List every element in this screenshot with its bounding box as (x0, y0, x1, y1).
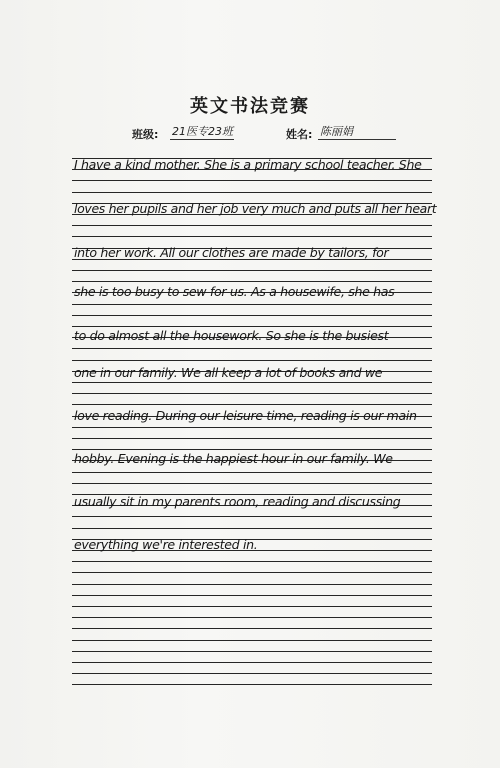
essay-line: everything we're interested in. (74, 537, 258, 552)
ruled-line (72, 348, 432, 349)
class-field: 21医专23班 (172, 125, 233, 138)
essay-line: she is too busy to sew for us. As a housewife, she has (74, 284, 395, 299)
ruled-line (72, 572, 432, 573)
ruled-line (72, 236, 432, 237)
ruled-line (72, 382, 432, 383)
class-label: 班级: (132, 128, 159, 141)
ruled-line (72, 270, 432, 271)
essay-line: loves her pupils and her job very much and puts all her heart (74, 201, 437, 216)
ruled-line (72, 673, 432, 674)
ruled-line (72, 472, 432, 473)
ruled-line (72, 528, 432, 529)
ruled-line (72, 617, 432, 618)
ruled-line (72, 651, 432, 652)
essay-line: one in our family. We all keep a lot of books and we (74, 365, 383, 380)
ruled-line (72, 180, 432, 181)
ruled-line (72, 438, 432, 439)
ruled-line (72, 192, 432, 193)
ruled-line (72, 628, 432, 629)
ruled-line (72, 326, 432, 327)
ruled-line (72, 225, 432, 226)
name-label: 姓名: (286, 128, 313, 141)
ruled-line (72, 595, 432, 596)
ruled-line (72, 606, 432, 607)
ruled-line (72, 516, 432, 517)
ruled-line (72, 360, 432, 361)
ruled-line (72, 281, 432, 282)
ruled-line (72, 427, 432, 428)
student-info-row (0, 124, 500, 142)
ruled-line (72, 483, 432, 484)
essay-line: usually sit in my parents room, reading and discussing (74, 494, 401, 509)
ruled-line (72, 561, 432, 562)
essay-line: love reading. During our leisure time, reading is our main (74, 408, 417, 423)
ruled-line (72, 393, 432, 394)
ruled-line (72, 404, 432, 405)
ruled-line (72, 584, 432, 585)
name-field: 陈丽娟 (318, 124, 396, 140)
ruled-line (72, 304, 432, 305)
ruled-line (72, 315, 432, 316)
page-title: 英文书法竞赛 (190, 96, 310, 117)
ruled-line (72, 662, 432, 663)
essay-line: into her work. All our clothes are made by tailors, for (74, 245, 389, 260)
essay-line: to do almost all the housework. So she is the busiest (74, 328, 389, 343)
essay-line: I have a kind mother. She is a primary school teacher. She (74, 157, 422, 172)
ruled-line (72, 640, 432, 641)
ruled-line (72, 684, 432, 685)
essay-line: hobby. Evening is the happiest hour in our family. We (74, 451, 393, 466)
